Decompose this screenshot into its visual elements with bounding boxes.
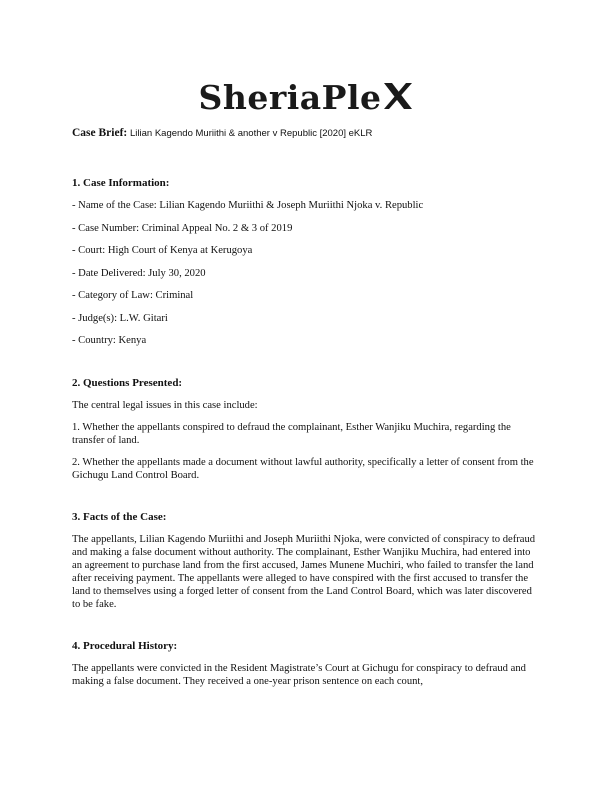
sheriaplex-logo	[0, 78, 612, 117]
judges-item: - Judge(s): L.W. Gitari	[72, 312, 168, 324]
document-body	[72, 177, 540, 697]
case-brief-title: Lilian Kagendo Muriithi & another v Republic [2020] eKLR	[130, 128, 373, 139]
section-case-information	[72, 177, 540, 347]
section-facts	[72, 511, 540, 611]
section-heading: 3. Facts of the Case:	[72, 510, 167, 523]
case-name-item: - Name of the Case: Lilian Kagendo Muriithi & Joseph Muriithi Njoka v. Republic	[72, 200, 424, 211]
logo-wordmark	[199, 78, 414, 117]
paragraph: The appellants, Lilian Kagendo Muriithi and Joseph Muriithi Njoka, were convicted of conspiracy to defraud and making a false document without authority. The complainant, Esther Wanjiku Muchira, had entered into an agreement to purchase land from the first accused, James Munene Muchiri, who failed to transfer the land after receiving payment. The appellants were alleged to have conspired with the first accused to transfer the land to themselves using a forged letter of consent from the Land Control Board, which was later discovered to be fake.	[72, 533, 536, 610]
section-procedural-history	[72, 640, 540, 688]
section-heading: 4. Procedural History:	[72, 639, 178, 652]
case-brief-line	[72, 127, 372, 139]
case-number-item: - Case Number: Criminal Appeal No. 2 & 3 of 2019	[72, 222, 293, 234]
paragraph: 2. Whether the appellants made a document without lawful authority, specifically a letter of consent from the Gichugu Land Control Board.	[72, 456, 534, 481]
case-brief-label: Case Brief:	[72, 127, 128, 139]
section-heading: 2. Questions Presented:	[72, 376, 183, 389]
court-item: - Court: High Court of Kenya at Kerugoya	[72, 245, 253, 256]
paragraph: 1. Whether the appellants conspired to defraud the complainant, Esther Wanjiku Muchira, regarding the transfer of land.	[72, 421, 511, 446]
category-item: - Category of Law: Criminal	[72, 290, 194, 301]
section-heading: 1. Case Information:	[72, 177, 170, 189]
logo-text: SheriaPle	[198, 78, 382, 117]
section-questions-presented	[72, 377, 540, 482]
logo-x-mark-icon	[383, 83, 413, 109]
paragraph: The appellants were convicted in the Resident Magistrate’s Court at Gichugu for conspiracy to defraud and making a false document. They received a one-year prison sentence on each count,	[72, 662, 526, 687]
date-delivered-item: - Date Delivered: July 30, 2020	[72, 267, 206, 279]
paragraph: The central legal issues in this case include:	[72, 399, 258, 411]
country-item: - Country: Kenya	[72, 335, 147, 346]
